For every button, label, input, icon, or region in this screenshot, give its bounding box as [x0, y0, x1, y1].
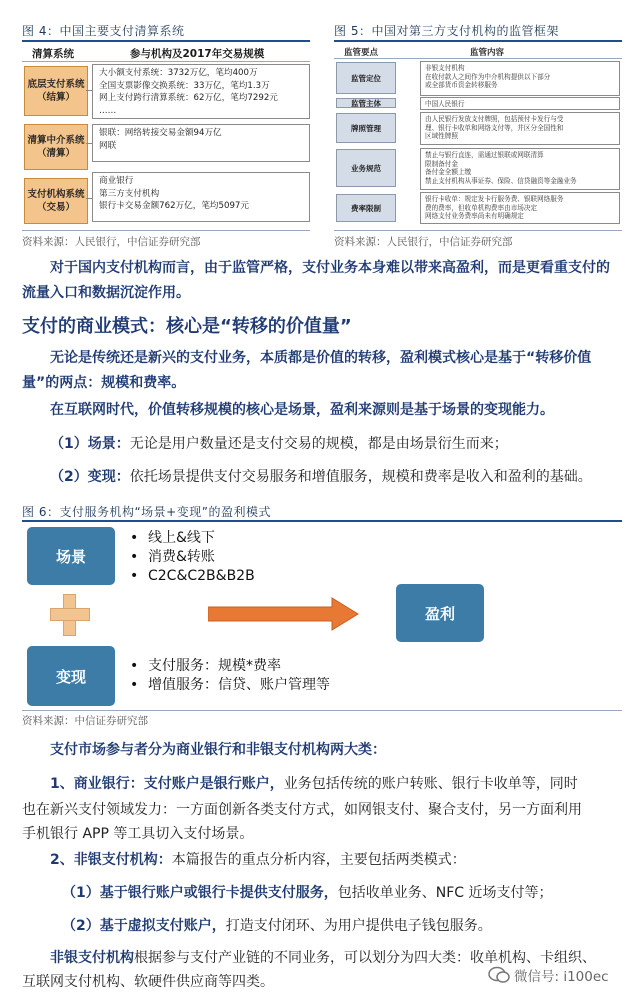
paragraph-6: 2、非银支付机构：本篇报告的重点分析内容，主要包括两类模式： [50, 852, 466, 868]
list-item: • 支付服务：规模*费率 [130, 657, 330, 676]
wechat-icon [488, 965, 510, 985]
fig6-source: 资料来源：中信证券研究部 [22, 715, 148, 727]
paragraph-7-line-1: 非银支付机构根据参与支付产业链的不同业务，可以划分为四大类：收单机构、卡组织、 [50, 950, 596, 966]
fig4-source: 资料来源：人民银行，中信证券研究部 [22, 236, 201, 248]
scene-box: 场景 [27, 527, 115, 585]
fig4-label-transaction: 支付机构系统 （交易） [24, 178, 88, 224]
fig4-col2-header: 参与机构及2017年交易规模 [130, 48, 265, 60]
fig4-bottom-rule [22, 230, 310, 231]
paragraph-7-line-2: 互联网支付机构、软硬件供应商等四类。 [22, 974, 274, 990]
plus-icon [50, 594, 90, 636]
list-item: 网上支付跨行清算系统：62万亿，笔均7292元 [99, 93, 278, 103]
paragraph-3: 在互联网时代，价值转移规模的核心是场景，盈利来源则是基于场景的变现能力。 [50, 402, 554, 418]
list-item: 网联 [99, 140, 117, 151]
fig4-title: 图 4：中国主要支付清算系统 [22, 24, 185, 38]
fig4-label-clearing: 清算中介系统 （清算） [24, 124, 88, 170]
item-monetize: （2）变现：依托场景提供支付交易服务和增值服务，规模和费率是收入和盈利的基础。 [50, 469, 592, 485]
item-bank-account: （1）基于银行账户或银行卡提供支付服务，包括收单业务、NFC 近场支付等； [62, 885, 553, 901]
fig4-transaction-items [92, 172, 310, 222]
fig5-title-rule [334, 40, 622, 42]
fig5-label-fee: 费率限制 [336, 194, 396, 222]
monetize-box: 变现 [27, 646, 115, 706]
paragraph-4: 支付市场参与者分为商业银行和非银支付机构两大类： [50, 742, 386, 758]
fig5-license-items: 由人民银行发放支付牌照，包括预付卡发行与受 理、银行卡收单和网络支付等，并区分全国性和 区域性牌照 [420, 112, 620, 145]
paragraph-5-line-2: 也在新兴支付领域发力：一方面创新各类支付方式，如网银支付、聚合支付，另一方面利用 [22, 802, 582, 818]
fig5-fee-items: 银行卡收单：规定发卡行服务费、银联网络服务 费的费率，但收单机构费率由市场决定 网络支付业务费率尚未有明确规定 [420, 192, 620, 224]
monetize-bullets [130, 657, 330, 695]
list-item: • 线上&线下 [130, 529, 255, 548]
fig5-label-regulator: 监管主体 [336, 98, 396, 108]
paragraph-2: 无论是传统还是新兴的支付业务，本质都是价值的转移，盈利模式核心是基于“转移价值量”的两点：规模和费率。 [22, 350, 592, 391]
fig4-label-settlement: 底层支付系统 （结算） [24, 66, 88, 116]
fig5-business-items: 禁止与银行直连，需通过银联或网联清算 限制备付金 备付金全额上缴 禁止支付机构从事证券、保险、信贷融资等金融业务 [420, 148, 620, 190]
list-item: 全国支票影像交换系统：33万亿，笔均1.3万 [99, 80, 270, 91]
list-item: 银行卡交易金额762万亿，笔均5097元 [99, 201, 249, 211]
scene-bullets [130, 529, 255, 586]
item-scene: （1）场景：无论是用户数量还是支付交易的规模，都是由场景衍生而来； [50, 436, 508, 452]
paragraph-1: 对于国内支付机构而言，由于监管严格，支付业务本身难以带来高盈利，而是更看重支付的流量入口和数据沉淀作用。 [22, 260, 610, 301]
fig4-col1-header: 清算系统 [32, 48, 74, 60]
paragraph-5-line-3: 手机银行 APP 等工具切入支付场景。 [22, 826, 254, 842]
fig6-title-rule [22, 520, 622, 522]
arrow-right-icon [208, 597, 360, 631]
list-item: • 消费&转账 [130, 548, 255, 567]
fig5-label-license: 牌照管理 [336, 113, 396, 143]
list-item: …… [99, 105, 117, 116]
list-item: 银联：网络转接交易金额94万亿 [99, 128, 222, 138]
item-virtual-account: （2）基于虚拟支付账户，打造支付闭环、为用户提供电子钱包服务。 [62, 918, 492, 934]
fig5-label-positioning: 监管定位 [336, 62, 396, 94]
list-item: 商业银行 [99, 176, 134, 186]
fig4-settlement-items [92, 64, 310, 119]
watermark: 微信号: i100ec [488, 962, 636, 988]
list-item: • C2C&C2B&B2B [130, 567, 255, 586]
fig4-clearing-items [92, 124, 310, 162]
fig4-header-rule [22, 61, 310, 62]
fig5-col1-header: 监管要点 [344, 48, 379, 58]
list-item: 第三方支付机构 [99, 188, 160, 199]
fig5-col2-header: 监管内容 [470, 48, 505, 58]
fig5-positioning-items: 非银支付机构 在收付款人之间作为中介机构提供以下部分 或全部货币资金转移服务 [420, 61, 620, 96]
fig6-title: 图 6：支付服务机构“场景+变现”的盈利模式 [22, 505, 271, 519]
fig5-source: 资料来源：人民银行，中信证券研究部 [334, 236, 513, 248]
fig5-label-business: 业务规范 [336, 149, 396, 187]
fig4-title-rule [22, 40, 310, 42]
section-heading: 支付的商业模式：核心是“转移的价值量” [22, 316, 352, 337]
list-item: • 增值服务：信贷、账户管理等 [130, 676, 330, 695]
list-item: 大小额支付系统：3732万亿，笔均400万 [99, 68, 258, 78]
profit-box: 盈利 [396, 584, 484, 642]
fig5-title: 图 5：中国对第三方支付机构的监管框架 [334, 24, 559, 38]
fig5-regulator-items: 中国人民银行 [420, 97, 620, 110]
paragraph-5-line-1: 1、商业银行：支付账户是银行账户，业务包括传统的账户转账、银行卡收单等，同时 [50, 776, 578, 792]
